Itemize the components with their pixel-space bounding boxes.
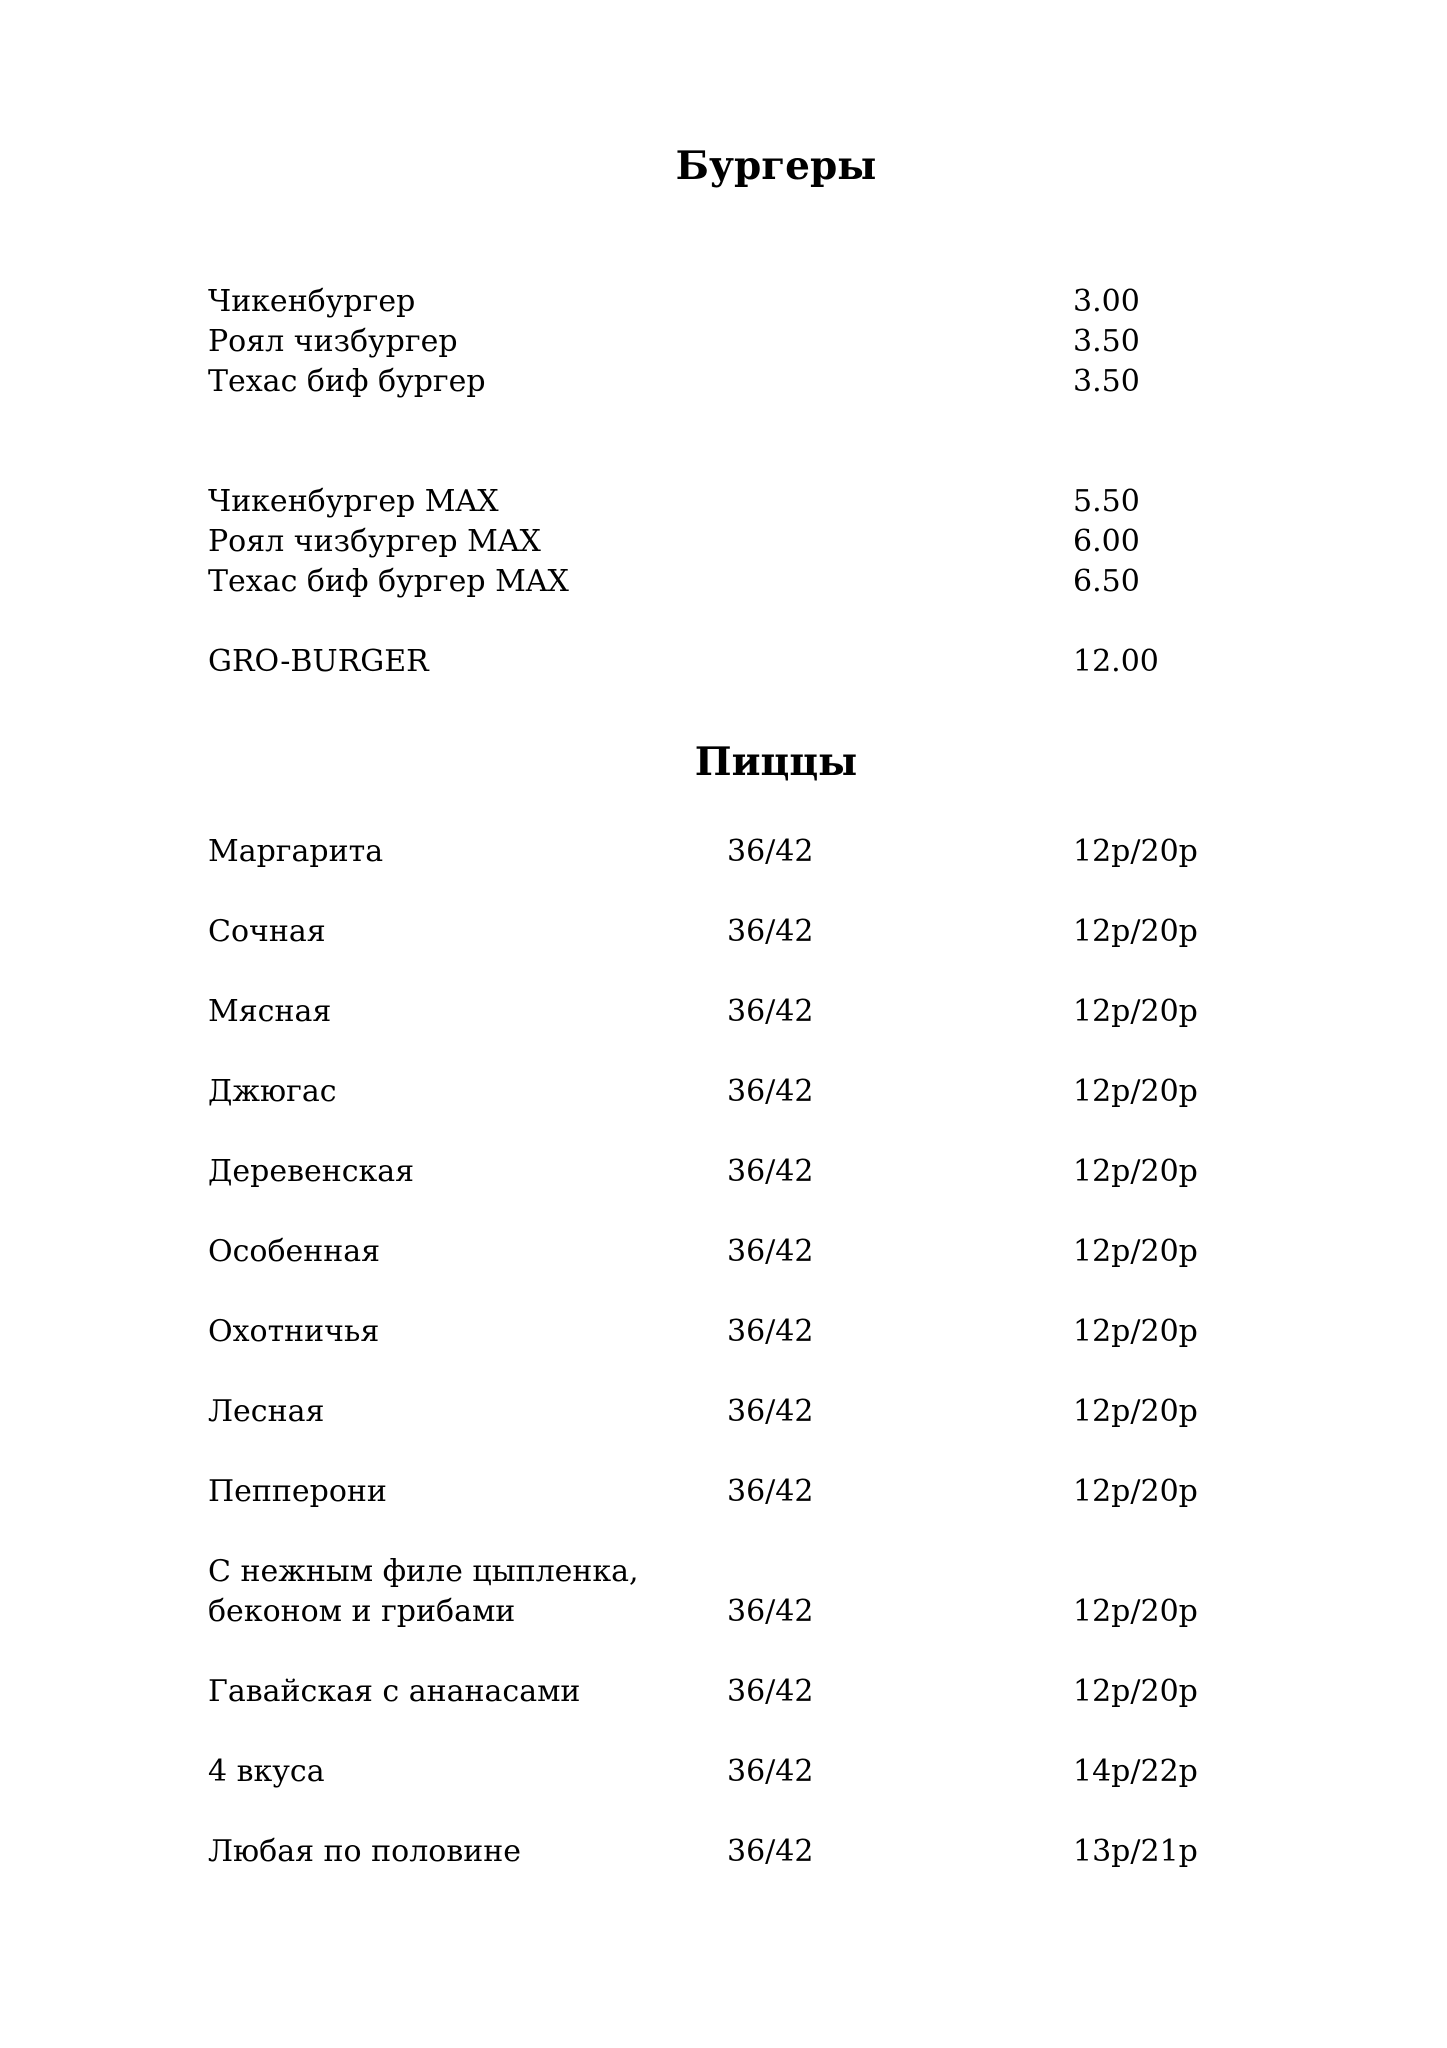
pizza-name: Маргарита [208, 834, 384, 869]
pizza-size: 36/42 [727, 994, 814, 1029]
burger-price: 3.50 [1073, 324, 1140, 359]
pizza-price: 13р/21р [1073, 1834, 1198, 1869]
pizza-price: 12р/20р [1073, 914, 1198, 949]
burger-price: 6.50 [1073, 564, 1140, 599]
pizza-price: 12р/20р [1073, 1154, 1198, 1189]
pizza-size: 36/42 [727, 1594, 814, 1629]
pizza-name-line1: С нежным филе цыпленка, [208, 1554, 639, 1589]
pizza-price: 12р/20р [1073, 1594, 1198, 1629]
burger-price: 6.00 [1073, 524, 1140, 559]
pizza-price: 12р/20р [1073, 994, 1198, 1029]
pizza-size: 36/42 [727, 1234, 814, 1269]
pizza-price: 12р/20р [1073, 1074, 1198, 1109]
pizza-name: Лесная [208, 1394, 325, 1429]
burger-price: 12.00 [1073, 644, 1159, 679]
burgers-heading: Бургеры [675, 143, 877, 189]
pizza-size: 36/42 [727, 1754, 814, 1789]
burger-price: 5.50 [1073, 484, 1140, 519]
pizza-size: 36/42 [727, 1314, 814, 1349]
burger-name: Чикенбургер [208, 284, 416, 319]
pizza-size: 36/42 [727, 1154, 814, 1189]
pizza-name-line2: беконом и грибами [208, 1594, 516, 1629]
pizza-size: 36/42 [727, 1074, 814, 1109]
pizza-size: 36/42 [727, 914, 814, 949]
pizza-price: 12р/20р [1073, 1674, 1198, 1709]
burger-name: Роял чизбургер [208, 324, 458, 359]
pizza-size: 36/42 [727, 1834, 814, 1869]
pizza-name: Сочная [208, 914, 326, 949]
pizza-size: 36/42 [727, 1394, 814, 1429]
burger-price: 3.50 [1073, 364, 1140, 399]
pizza-name: Особенная [208, 1234, 381, 1269]
pizza-price: 12р/20р [1073, 1234, 1198, 1269]
burger-name: Техас биф бургер MAX [208, 564, 569, 599]
pizza-name: Любая по половине [208, 1834, 521, 1869]
pizza-name: Джюгас [208, 1074, 337, 1109]
pizza-size: 36/42 [727, 1474, 814, 1509]
pizza-name: Деревенская [208, 1154, 415, 1189]
pizza-name: Охотничья [208, 1314, 380, 1349]
pizza-name: Гавайская с ананасами [208, 1674, 581, 1709]
pizza-price: 12р/20р [1073, 834, 1198, 869]
pizza-size: 36/42 [727, 1674, 814, 1709]
burger-name: GRO-BURGER [208, 644, 429, 679]
burger-name: Техас биф бургер [208, 364, 486, 399]
pizzas-heading: Пиццы [694, 739, 858, 785]
pizza-price: 12р/20р [1073, 1394, 1198, 1429]
burger-name: Роял чизбургер MAX [208, 524, 541, 559]
burger-name: Чикенбургер MAX [208, 484, 499, 519]
pizza-size: 36/42 [727, 834, 814, 869]
pizza-price: 12р/20р [1073, 1474, 1198, 1509]
pizza-name: Пепперони [208, 1474, 387, 1509]
pizza-price: 14р/22р [1073, 1754, 1198, 1789]
pizza-name: 4 вкуса [208, 1754, 325, 1789]
burger-price: 3.00 [1073, 284, 1140, 319]
pizza-name: Мясная [208, 994, 332, 1029]
pizza-price: 12р/20р [1073, 1314, 1198, 1349]
